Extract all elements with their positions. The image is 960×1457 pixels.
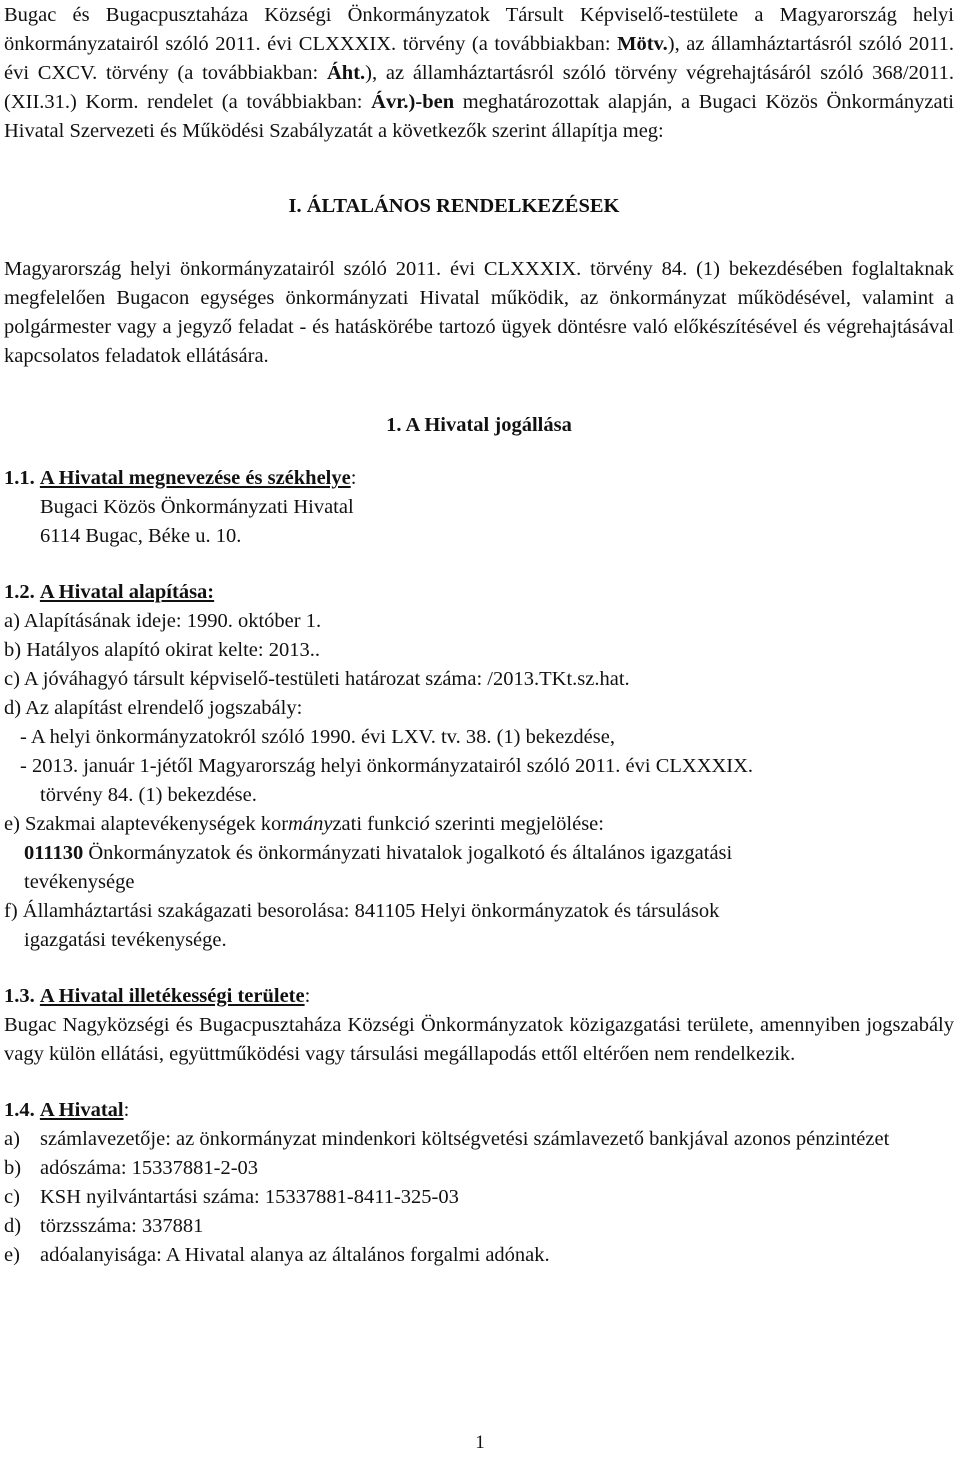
item-text: KSH nyilvántartási száma: 15337881-8411-325-03 xyxy=(40,1186,459,1208)
office-details-list xyxy=(4,1125,954,1270)
chapter-title: I. ÁLTALÁNOS RENDELKEZÉSEK xyxy=(288,195,620,217)
item-text: adóalanyisága: A Hivatal alanya az általános forgalmi adónak. xyxy=(40,1244,550,1266)
list-item xyxy=(4,1154,954,1183)
list-item: a) Alapításának ideje: 1990. október 1. xyxy=(4,610,322,632)
section-1-4 xyxy=(4,1096,954,1270)
list-item: d) Az alapítást elrendelő jogszabály: xyxy=(4,697,303,719)
section-number: 1.3. xyxy=(4,985,35,1007)
section-1-3 xyxy=(4,982,954,1069)
item-text: törzsszáma: 337881 xyxy=(40,1215,204,1237)
list-item-continued: igazgatási tevékenysége. xyxy=(24,929,227,951)
colon: : xyxy=(304,985,311,1007)
intro-text: Bugac és Bugacpusztaháza Községi Önkormányzatok Társult Képviselő-testülete a Magyarország helyi önkormányzatairól szóló 2011. évi CLXXXIX. törvény (a továbbiakban: xyxy=(4,4,954,55)
intro-text: )-ben xyxy=(408,91,455,113)
section-heading: A Hivatal alapítása: xyxy=(39,581,215,603)
list-item: f) Államháztartási szakágazati besorolása: 841105 Helyi önkormányzatok és társulások xyxy=(4,900,720,922)
item-label: d) xyxy=(4,1215,22,1237)
item-label: e) xyxy=(4,1244,20,1266)
section-1-2 xyxy=(4,578,954,955)
motv-abbrev: Mötv. xyxy=(617,33,668,55)
sub-list-item-continued: törvény 84. (1) bekezdése. xyxy=(40,784,257,806)
function-text-continued: tevékenysége xyxy=(24,871,135,893)
intro-text: meghatározottak alapján, a Bugaci Közös Önkormányzati Hivatal Szervezeti és Működési Szabályzatát a következők szerint állapítja meg: xyxy=(4,91,954,142)
intro-text: ), az államháztartásról szóló 2011. évi CXCV. törvény (a továbbiakban: xyxy=(4,33,954,84)
text: ó xyxy=(419,813,430,835)
list-item: b) Hatályos alapító okirat kelte: 2013.. xyxy=(4,639,320,661)
text: szerinti megjelölése: xyxy=(429,813,604,835)
colon: : xyxy=(123,1099,130,1121)
list-item xyxy=(4,1125,954,1154)
page-number: 1 xyxy=(475,1432,485,1453)
intro-text: ), az államháztartásról szóló törvény végrehajtásáról szóló 368/2011.(XII.31.) Korm. rendelet (a továbbiakban: xyxy=(4,62,954,113)
section-heading: A Hivatal megnevezése és székhelye xyxy=(39,467,351,489)
item-text: számlavezetője: az önkormányzat mindenkori költségvetési számlavezető bankjával azonos pénzintézet xyxy=(40,1128,890,1150)
item-label: a) xyxy=(4,1128,20,1150)
text: mány xyxy=(288,813,333,835)
general-paragraph: Magyarország helyi önkormányzatairól szóló 2011. évi CLXXXIX. törvény 84. (1) bekezdésében foglaltaknak megfelelően Bugacon egységes önkormányzati Hivatal működik, az önkormányzat működésével, valamint a polgármester vagy a jegyző feladat - és hatáskörébe tartozó ügyek döntésre való előkészítésével és végrehajtásával kapcsolatos feladatok ellátására. xyxy=(4,258,954,367)
sub-list-item: - A helyi önkormányzatokról szóló 1990. évi LXV. tv. 38. (1) bekezdése, xyxy=(20,726,615,748)
territory-paragraph: Bugac Nagyközségi és Bugacpusztaháza Községi Önkormányzatok közigazgatási területe, amennyiben jogszabály vagy külön ellátási, együttműködési vagy társulási megállapodás ettől eltérően nem rendelkezik. xyxy=(4,1014,954,1065)
item-label: c) xyxy=(4,1186,20,1208)
avr-abbrev: Ávr. xyxy=(371,91,409,113)
section-number: 1.2. xyxy=(4,581,35,603)
text: e) Szakmai alaptevékenységek kor xyxy=(4,813,289,835)
section-number: 1.4. xyxy=(4,1099,35,1121)
office-address: 6114 Bugac, Béke u. 10. xyxy=(40,525,242,547)
list-item xyxy=(4,1183,954,1212)
function-code-line xyxy=(4,839,954,868)
list-item xyxy=(4,1241,954,1270)
aht-abbrev: Áht. xyxy=(326,62,366,84)
sub-list-item: - 2013. január 1-jétől Magyarország helyi önkormányzatairól szóló 2011. évi CLXXXIX. xyxy=(20,755,754,777)
list-item xyxy=(4,1212,954,1241)
section-1-1 xyxy=(4,464,954,551)
section-number: 1.1. xyxy=(4,467,35,489)
section-heading: A Hivatal illetékességi területe xyxy=(39,985,305,1007)
item-label: b) xyxy=(4,1157,22,1179)
section-title: 1. A Hivatal jogállása xyxy=(386,414,572,436)
list-item: c) A jóváhagyó társult képviselő-testületi határozat száma: /2013.TKt.sz.hat. xyxy=(4,668,630,690)
section-heading: A Hivatal xyxy=(39,1099,124,1121)
office-name: Bugaci Közös Önkormányzati Hivatal xyxy=(40,496,354,518)
item-text: adószáma: 15337881-2-03 xyxy=(40,1157,259,1179)
list-item xyxy=(4,810,954,839)
function-code: 011130 xyxy=(24,842,84,864)
intro-paragraph xyxy=(4,1,954,146)
text: zati funkci xyxy=(332,813,420,835)
text: Önkormányzatok és önkormányzati hivatalok jogalkotó és általános igazgatási xyxy=(83,842,733,864)
document-page xyxy=(4,1,954,1270)
colon: : xyxy=(350,467,357,489)
